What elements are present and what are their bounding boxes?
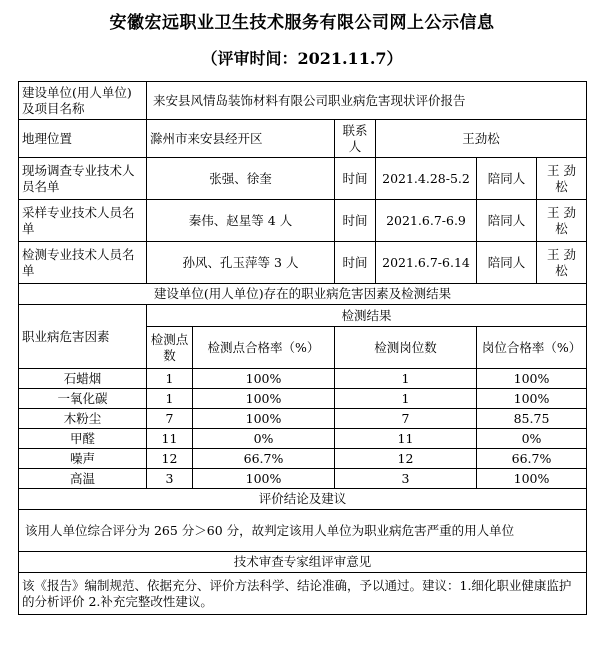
post-rate-value: 0%: [477, 429, 587, 449]
staff-names: 张强、徐奎: [147, 158, 335, 200]
expert-title-row: [19, 552, 587, 573]
companion-name: 王 劲 松: [537, 200, 587, 242]
post-rate-value: 100%: [477, 369, 587, 389]
staff-label: 采样专业技术人员名单: [19, 200, 147, 242]
staff-time: 2021.4.28-5.2: [376, 158, 477, 200]
posts-value: 11: [335, 429, 477, 449]
factor-name: 一氧化碳: [19, 389, 147, 409]
staff-time: 2021.6.7-6.9: [376, 200, 477, 242]
points-value: 11: [147, 429, 193, 449]
factor-name: 甲醛: [19, 429, 147, 449]
companion-name: 王 劲 松: [537, 158, 587, 200]
location-row: [19, 120, 587, 158]
companion-label: 陪同人: [477, 242, 537, 284]
expert-text: 该《报告》编制规范、依据充分、评价方法科学、结论准确，予以通过。建议：1.细化职业健康监护的分析评价 2.补充完整改性建议。: [19, 573, 587, 615]
time-label: 时间: [335, 242, 376, 284]
hazard-section-title: 建设单位(用人单位)存在的职业病危害因素及检测结果: [19, 284, 587, 305]
col-point-rate: 检测点合格率（%）: [193, 327, 335, 369]
hazard-row: [19, 429, 587, 449]
expert-title: 技术审查专家组评审意见: [19, 552, 587, 573]
conclusion-title: 评价结论及建议: [19, 489, 587, 510]
time-label: 时间: [335, 158, 376, 200]
review-date: （评审时间：2021.11.7）: [201, 49, 403, 68]
posts-value: 1: [335, 369, 477, 389]
companion-name: 王 劲 松: [537, 242, 587, 284]
post-rate-value: 100%: [477, 469, 587, 489]
points-value: 7: [147, 409, 193, 429]
time-label: 时间: [335, 200, 376, 242]
point-rate-value: 66.7%: [193, 449, 335, 469]
location-value: 滁州市来安县经开区: [147, 120, 335, 158]
factor-name: 高温: [19, 469, 147, 489]
staff-row: [19, 200, 587, 242]
points-value: 1: [147, 389, 193, 409]
point-rate-value: 100%: [193, 469, 335, 489]
points-value: 1: [147, 369, 193, 389]
staff-time: 2021.6.7-6.14: [376, 242, 477, 284]
factor-name: 石蜡烟: [19, 369, 147, 389]
hazard-section-row: [19, 284, 587, 305]
unit-value: 来安县风情岛装饰材料有限公司职业病危害现状评价报告: [147, 82, 587, 120]
staff-row: [19, 158, 587, 200]
staff-label: 检测专业技术人员名单: [19, 242, 147, 284]
posts-value: 3: [335, 469, 477, 489]
companion-label: 陪同人: [477, 158, 537, 200]
factor-name: 木粉尘: [19, 409, 147, 429]
staff-row: [19, 242, 587, 284]
disclosure-table: [18, 81, 587, 615]
results-header: 检测结果: [147, 305, 587, 327]
project-row: [19, 82, 587, 120]
conclusion-row: [19, 510, 587, 552]
post-rate-value: 66.7%: [477, 449, 587, 469]
location-label: 地理位置: [19, 120, 147, 158]
point-rate-value: 100%: [193, 369, 335, 389]
conclusion-title-row: [19, 489, 587, 510]
posts-value: 12: [335, 449, 477, 469]
hazard-row: [19, 369, 587, 389]
conclusion-text: 该用人单位综合评分为 265 分＞60 分，故判定该用人单位为职业病危害严重的用人单位: [19, 510, 587, 552]
staff-names: 孙风、孔玉萍等 3 人: [147, 242, 335, 284]
hazard-row: [19, 469, 587, 489]
hazard-header-row: [19, 305, 587, 327]
factor-name: 噪声: [19, 449, 147, 469]
contact-value: 王劲松: [376, 120, 587, 158]
staff-names: 秦伟、赵星等 4 人: [147, 200, 335, 242]
posts-value: 7: [335, 409, 477, 429]
unit-label: 建设单位(用人单位)及项目名称: [19, 82, 147, 120]
expert-row: [19, 573, 587, 615]
point-rate-value: 100%: [193, 389, 335, 409]
posts-value: 1: [335, 389, 477, 409]
factor-header: 职业病危害因素: [19, 305, 147, 369]
hazard-row: [19, 389, 587, 409]
points-value: 3: [147, 469, 193, 489]
staff-label: 现场调查专业技术人员名单: [19, 158, 147, 200]
hazard-row: [19, 449, 587, 469]
contact-label: 联系人: [335, 120, 376, 158]
page-title: 安徽宏远职业卫生技术服务有限公司网上公示信息: [109, 13, 495, 33]
post-rate-value: 85.75: [477, 409, 587, 429]
point-rate-value: 100%: [193, 409, 335, 429]
hazard-row: [19, 409, 587, 429]
col-posts: 检测岗位数: [335, 327, 477, 369]
post-rate-value: 100%: [477, 389, 587, 409]
col-post-rate: 岗位合格率（%）: [477, 327, 587, 369]
points-value: 12: [147, 449, 193, 469]
col-points: 检测点数: [147, 327, 193, 369]
point-rate-value: 0%: [193, 429, 335, 449]
companion-label: 陪同人: [477, 200, 537, 242]
